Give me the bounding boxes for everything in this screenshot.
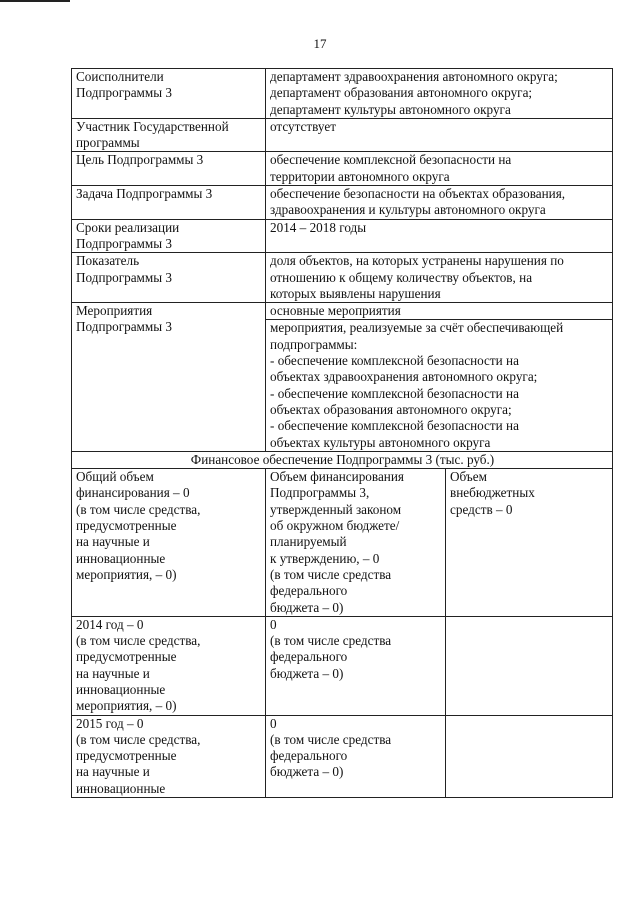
table-row <box>72 219 613 253</box>
subprogram-passport-table <box>71 68 613 798</box>
row-label-coexecutors: Соисполнители Подпрограммы 3 <box>72 69 266 119</box>
row-label-measures: Мероприятия Подпрограммы 3 <box>72 303 266 452</box>
row-value-indicator: доля объектов, на которых устранены нарушения по отношению к общему количеству объектов, на которых выявлены нарушения <box>266 253 613 303</box>
row-label-indicator: Показатель Подпрограммы 3 <box>72 253 266 303</box>
row-value-participant: отсутствует <box>266 118 613 152</box>
year-2015-extrabudget-cell <box>446 715 613 797</box>
table-row <box>72 469 613 617</box>
row-label-goal: Цель Подпрограммы 3 <box>72 152 266 186</box>
year-2014-budget-cell: 0 (в том числе средства федерального бюджета – 0) <box>266 616 446 715</box>
row-label-terms: Сроки реализации Подпрограммы 3 <box>72 219 266 253</box>
row-value-measures-main: основные мероприятия <box>266 303 613 320</box>
row-value-goal: обеспечение комплексной безопасности на территории автономного округа <box>266 152 613 186</box>
financing-total-cell: Общий объем финансирования – 0 (в том числе средства, предусмотренные на научные и инновационные мероприятия, – 0) <box>72 469 266 617</box>
table-row <box>72 616 613 715</box>
year-2015-budget-cell: 0 (в том числе средства федерального бюджета – 0) <box>266 715 446 797</box>
table-row <box>72 118 613 152</box>
row-label-task: Задача Подпрограммы 3 <box>72 186 266 220</box>
row-value-coexecutors: департамент здравоохранения автономного округа; департамент образования автономного округа; департамент культуры автономного округа <box>266 69 613 119</box>
year-2015-total-cell: 2015 год – 0 (в том числе средства, предусмотренные на научные и инновационные <box>72 715 266 797</box>
year-2014-total-cell: 2014 год – 0 (в том числе средства, предусмотренные на научные и инновационные мероприятия, – 0) <box>72 616 266 715</box>
table-row <box>72 715 613 797</box>
table-row <box>72 303 613 320</box>
page-number: 17 <box>313 36 327 51</box>
row-value-measures-detail: мероприятия, реализуемые за счёт обеспечивающей подпрограммы: - обеспечение комплексной безопасности на объектах здравоохранения автономного округа; - обеспечение комплексной безопасности на объектах образования автономного округа; - обеспечение комплексной безопасности на объектах культуры автономного округа <box>266 320 613 451</box>
table-row <box>72 253 613 303</box>
financing-extrabudget-cell: Объем внебюджетных средств – 0 <box>446 469 613 617</box>
year-2014-extrabudget-cell <box>446 616 613 715</box>
row-value-task: обеспечение безопасности на объектах образования, здравоохранения и культуры автономного округа <box>266 186 613 220</box>
table-row <box>72 69 613 119</box>
table-row <box>72 152 613 186</box>
row-label-participant: Участник Государственной программы <box>72 118 266 152</box>
scan-edge-mark <box>0 0 70 2</box>
table-row <box>72 186 613 220</box>
financing-budget-cell: Объем финансирования Подпрограммы 3, утвержденный законом об окружном бюджете/ планируемый к утверждению, – 0 (в том числе средства федерального бюджета – 0) <box>266 469 446 617</box>
financing-header: Финансовое обеспечение Подпрограммы 3 (тыс. руб.) <box>72 451 613 468</box>
table-row <box>72 451 613 468</box>
row-value-terms: 2014 – 2018 годы <box>266 219 613 253</box>
